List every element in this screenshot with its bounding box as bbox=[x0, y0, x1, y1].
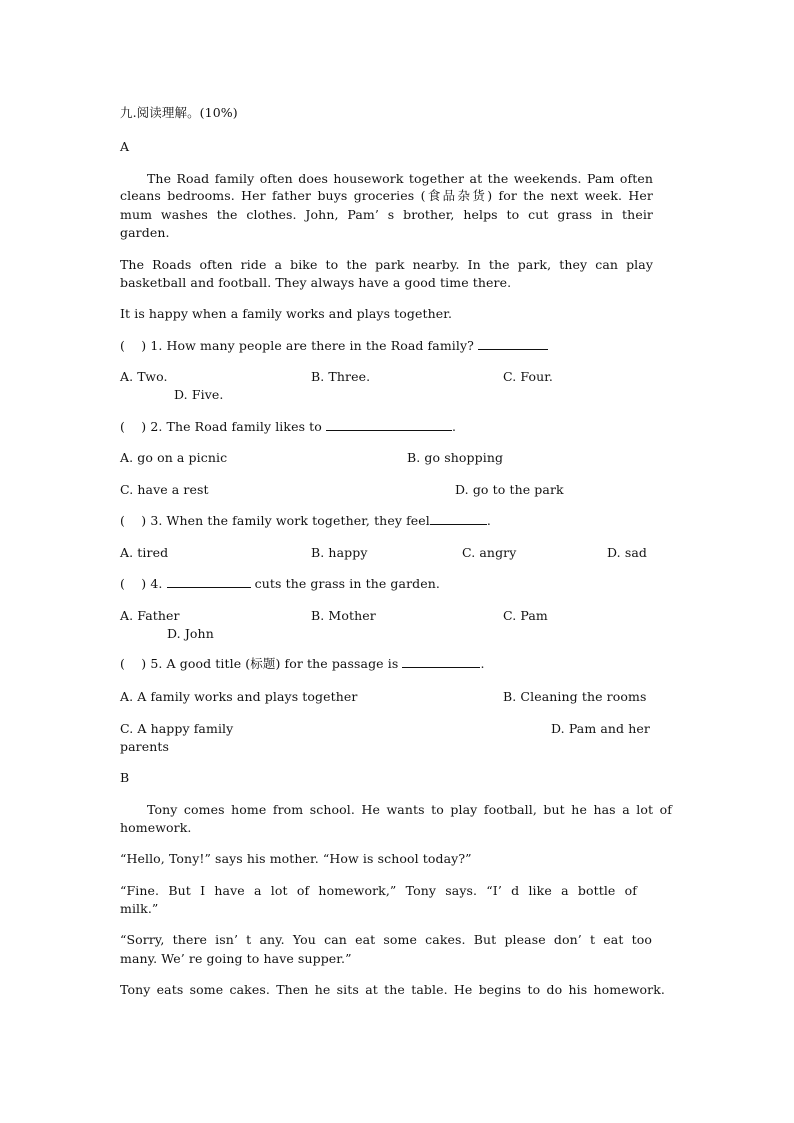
q3-option-a: A. tired bbox=[120, 545, 169, 560]
q2-option-c: C. have a rest bbox=[120, 482, 209, 497]
question-1 bbox=[120, 337, 548, 355]
question-2-period: . bbox=[452, 419, 457, 434]
q4-option-c: C. Pam bbox=[503, 608, 548, 623]
passage-a-p1-line3: mum washes the clothes. John, Pam’ s brother, helps to cut grass in their bbox=[120, 207, 653, 222]
passage-b-p4-line2: many. We’ re going to have supper.” bbox=[120, 951, 352, 966]
q4-option-d: D. John bbox=[167, 626, 214, 641]
answer-blank bbox=[167, 575, 251, 588]
question-4 bbox=[120, 575, 440, 593]
answer-blank bbox=[478, 337, 548, 350]
q4-option-a: A. Father bbox=[120, 608, 180, 623]
q1-option-d: D. Five. bbox=[174, 387, 224, 402]
answer-blank bbox=[430, 512, 487, 525]
question-4-stem: cuts the grass in the garden. bbox=[254, 576, 440, 591]
section-title: 九.阅读理解。(10%) bbox=[120, 105, 238, 120]
q2-option-a: A. go on a picnic bbox=[120, 450, 228, 465]
passage-a-label: A bbox=[120, 139, 130, 154]
q5-option-a: A. A family works and plays together bbox=[120, 689, 358, 704]
q3-option-b: B. happy bbox=[311, 545, 368, 560]
question-5 bbox=[120, 655, 485, 673]
q1-option-a: A. Two. bbox=[120, 369, 168, 384]
q5-option-b: B. Cleaning the rooms bbox=[503, 689, 647, 704]
q5-option-d-cont: parents bbox=[120, 739, 170, 754]
q4-option-b: B. Mother bbox=[311, 608, 376, 623]
q3-option-c: C. angry bbox=[462, 545, 517, 560]
question-3-stem: ( ) 3. When the family work together, they feel bbox=[120, 513, 430, 528]
passage-a-p3: It is happy when a family works and plays together. bbox=[120, 306, 453, 321]
passage-b-p1-line2: homework. bbox=[120, 820, 192, 835]
question-1-stem: ( ) 1. How many people are there in the Road family? bbox=[120, 338, 474, 353]
passage-b-p3-line1: “Fine. But I have a lot of homework,” Tony says. “I’ d like a bottle of bbox=[120, 883, 637, 898]
q5-option-c: C. A happy family bbox=[120, 721, 234, 736]
passage-a-p1-line2: cleans bedrooms. Her father buys groceries (食品杂货) for the next week. Her bbox=[120, 188, 653, 203]
answer-blank bbox=[326, 418, 452, 431]
passage-b-p5: Tony eats some cakes. Then he sits at the table. He begins to do his homework. bbox=[120, 982, 665, 997]
passage-a-p1-line4: garden. bbox=[120, 225, 170, 240]
question-2-stem: ( ) 2. The Road family likes to bbox=[120, 419, 322, 434]
question-4-number: ( ) 4. bbox=[120, 576, 163, 591]
question-5-stem: ( ) 5. A good title (标题) for the passage is bbox=[120, 656, 399, 671]
q2-option-b: B. go shopping bbox=[407, 450, 504, 465]
passage-b-label: B bbox=[120, 770, 130, 785]
passage-b-p2: “Hello, Tony!” says his mother. “How is school today?” bbox=[120, 851, 472, 866]
passage-b-p4-line1: “Sorry, there isn’ t any. You can eat some cakes. But please don’ t eat too bbox=[120, 932, 652, 947]
passage-a-p2-line1: The Roads often ride a bike to the park nearby. In the park, they can play bbox=[120, 257, 653, 272]
question-3 bbox=[120, 512, 491, 530]
q3-option-d: D. sad bbox=[607, 545, 647, 560]
passage-a-p2-line2: basketball and football. They always have a good time there. bbox=[120, 275, 512, 290]
answer-blank bbox=[402, 655, 480, 668]
q1-option-b: B. Three. bbox=[311, 369, 371, 384]
question-3-period: . bbox=[486, 513, 491, 528]
q5-option-d: D. Pam and her bbox=[551, 721, 650, 736]
question-5-period: . bbox=[480, 656, 485, 671]
question-2 bbox=[120, 418, 456, 436]
q1-option-c: C. Four. bbox=[503, 369, 554, 384]
passage-b-p3-line2: milk.” bbox=[120, 901, 159, 916]
passage-b-p1-line1: Tony comes home from school. He wants to play football, but he has a lot of bbox=[147, 802, 672, 817]
q2-option-d: D. go to the park bbox=[455, 482, 564, 497]
passage-a-p1-line1: The Road family often does housework together at the weekends. Pam often bbox=[147, 171, 653, 186]
